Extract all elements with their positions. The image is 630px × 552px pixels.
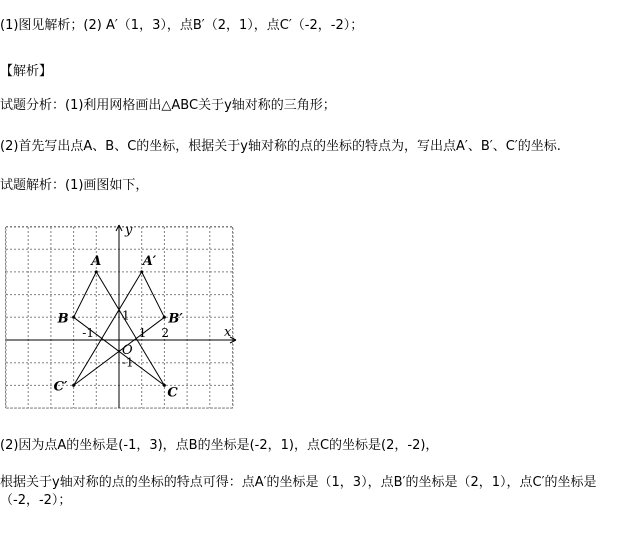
point-c <box>163 384 166 387</box>
analysis-paragraph-2: (2)首先写出点A、B、C的坐标，根据关于y轴对称的点的坐标的特点为，写出点A′、B′、C′的坐标. <box>0 139 561 154</box>
tick-x-minus-1: -1 <box>82 326 95 340</box>
point-b1 <box>163 316 166 319</box>
point-b <box>72 316 75 319</box>
tick-x-2: 2 <box>161 326 170 340</box>
label-b-prime: B′ <box>168 311 183 327</box>
label-a: A <box>91 253 102 269</box>
origin-label: O <box>122 343 133 358</box>
y-axis-label: y <box>125 223 133 238</box>
answer-line: (1)图见解析；(2) A′（1，3），点B′（2，1），点C′（-2，-2）； <box>0 18 364 33</box>
point-a1 <box>140 270 143 273</box>
coordinate-figure <box>4 222 244 412</box>
solution-paragraph-2: (2)因为点A的坐标是(-1，3)，点B的坐标是(-2，1)，点C的坐标是(2，-2)， <box>0 438 439 453</box>
tick-y-minus-1: -1 <box>122 355 134 370</box>
point-a <box>95 270 98 273</box>
solution-intro: 试题解析：(1)画图如下， <box>0 178 149 193</box>
tick-y-1: 1 <box>122 308 130 323</box>
label-a-prime: A′ <box>142 253 157 269</box>
label-c: C <box>167 385 178 401</box>
axes <box>6 225 236 408</box>
label-b: B <box>57 311 69 327</box>
point-c1 <box>72 384 75 387</box>
x-axis-label: x <box>224 325 232 340</box>
label-c-prime: C′ <box>53 379 68 395</box>
analysis-paragraph-1: 试题分析：(1)利用网格画出△ABC关于y轴对称的三角形； <box>0 98 336 113</box>
analysis-heading: 【解析】 <box>0 64 53 79</box>
tick-x-1: 1 <box>138 326 147 340</box>
solution-paragraph-3: 根据关于y轴对称的点的坐标的特点可得：点A′的坐标是（1，3），点B′的坐标是（2，1），点C′的坐标是（-2，-2）； <box>0 475 597 508</box>
